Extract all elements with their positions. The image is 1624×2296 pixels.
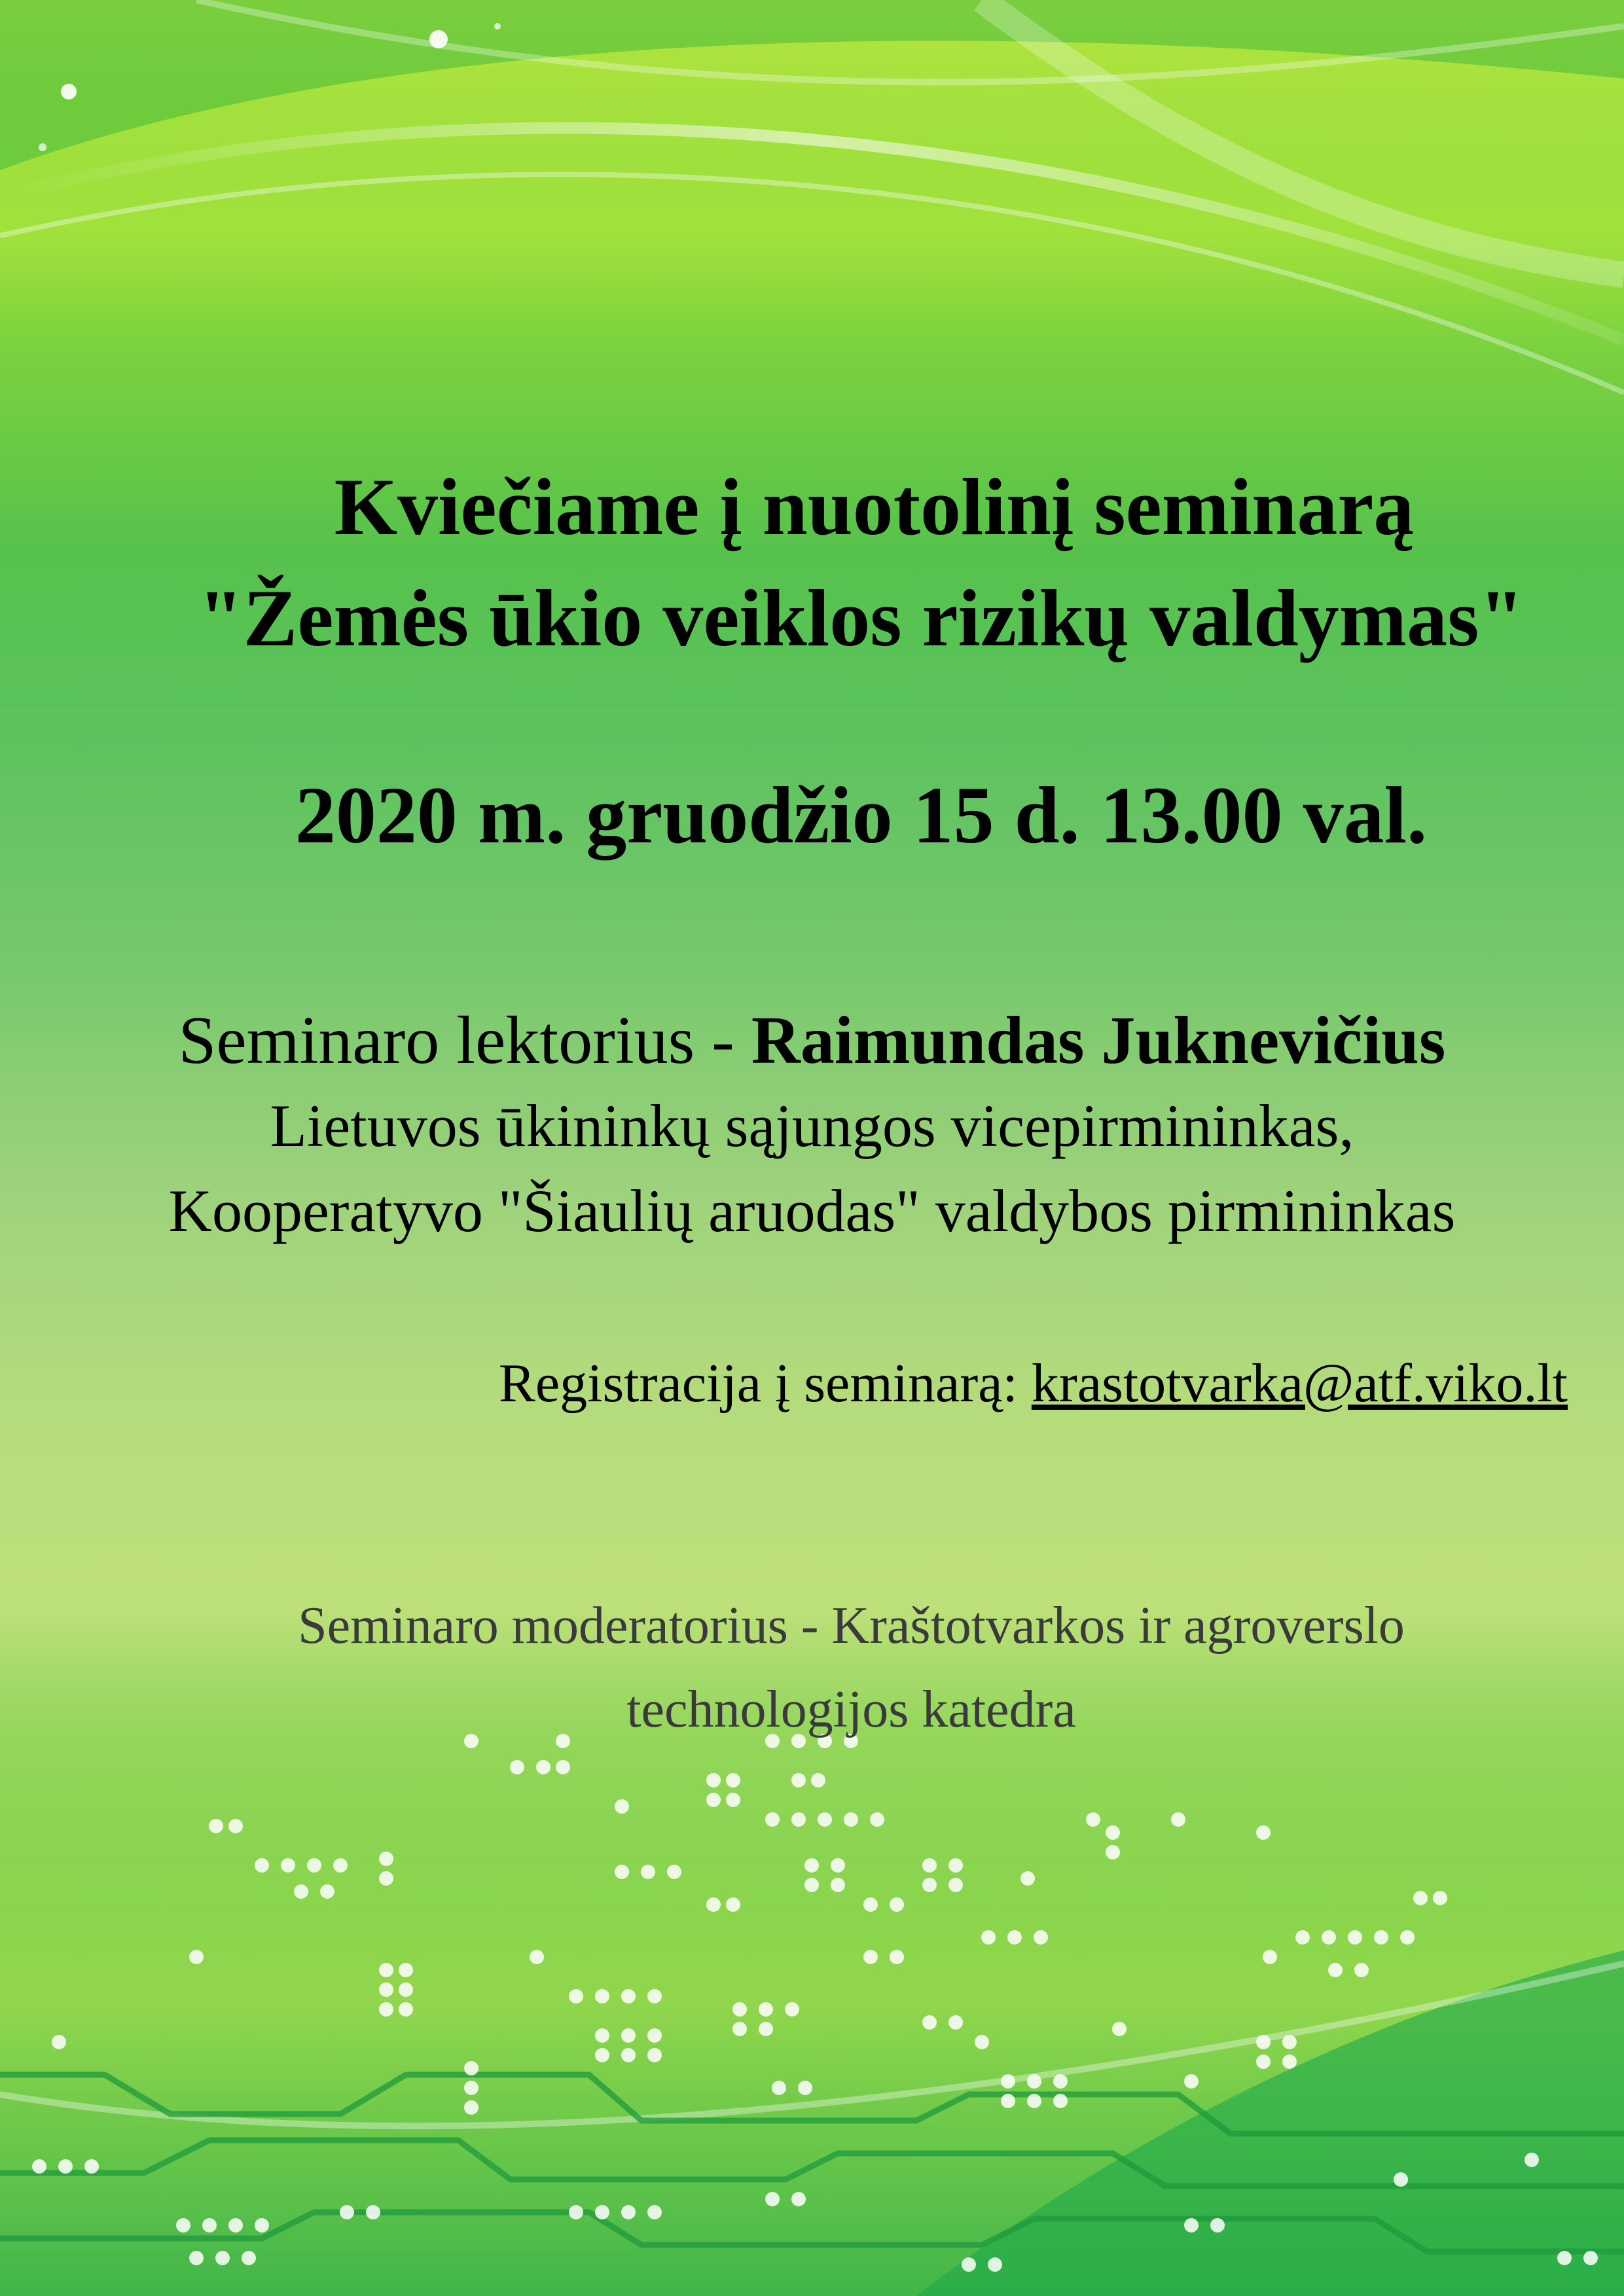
lecturer-section (0, 998, 1624, 1253)
lecturer-role-line1: Lietuvos ūkininkų sąjungos vicepirmininkas, (270, 1092, 1354, 1159)
lecturer-role-line2: Kooperatyvo "Šiaulių aruodas" valdybos pirmininkas (168, 1177, 1456, 1244)
lecturer-line (0, 998, 1624, 1083)
registration-info (499, 1352, 1568, 1415)
lecturer-prefix: Seminaro lektorius - (178, 1003, 751, 1078)
seminar-datetime: 2020 m. gruodžio 15 d. 13.00 val. (295, 770, 1428, 860)
title-line-invitation: Kviečiame į nuotolinį seminarą (334, 462, 1415, 552)
moderator-info (0, 1584, 1624, 1751)
seminar-title (0, 452, 1624, 674)
moderator-line1: Seminaro moderatorius - Kraštotvarkos ir agroverslo (298, 1597, 1405, 1655)
lecturer-name: Raimundas Juknevičius (751, 1003, 1446, 1078)
moderator-line2: technologijos katedra (626, 1681, 1076, 1738)
registration-label: Registracija į seminarą: (498, 1353, 1032, 1414)
registration-email-link[interactable]: krastotvarka@atf.viko.lt (1031, 1353, 1568, 1414)
title-line-topic: "Žemės ūkio veiklos rizikų valdymas" (198, 573, 1525, 663)
